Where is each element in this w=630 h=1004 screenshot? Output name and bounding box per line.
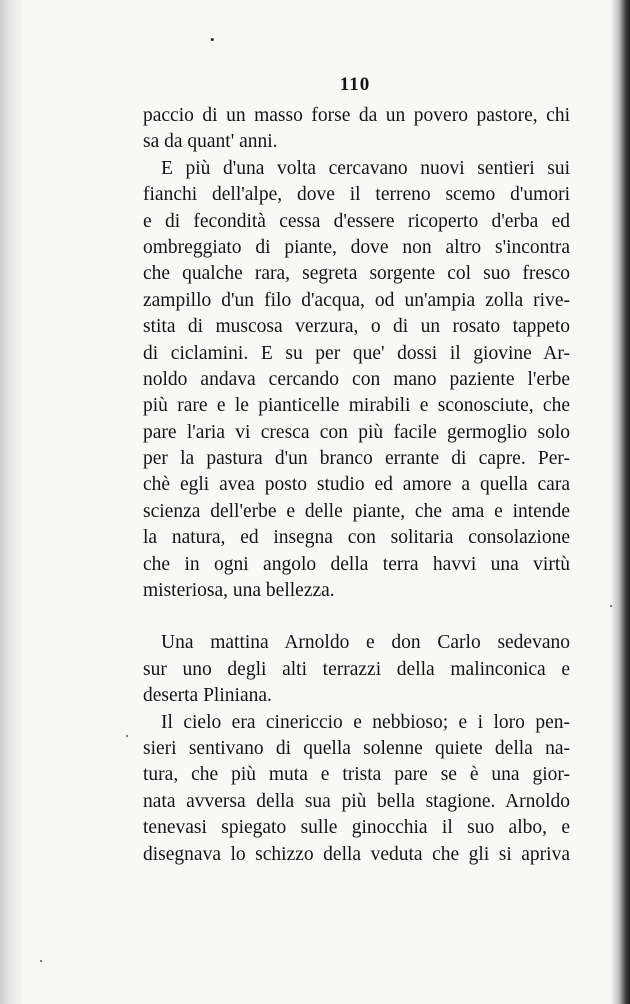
text-line: tura, che più muta e trista pare se è una gior-: [143, 764, 570, 786]
text-line: disegnava lo schizzo della veduta che gli si apriva: [143, 843, 570, 865]
text-line: per la pastura d'un branco errante di capre. Per-: [143, 448, 570, 470]
paper-speck: [126, 735, 128, 737]
text-line: sa da quant' anni.: [143, 131, 278, 153]
text-line: più rare e le pianticelle mirabili e sconosciute, che: [143, 395, 570, 417]
text-line: tenevasi spiegato sulle ginocchia il suo albo, e: [143, 817, 570, 839]
text-line: ombreggiato di piante, dove non altro s'incontra: [143, 236, 570, 258]
text-line: sieri sentivano di quella solenne quiete della na-: [143, 737, 570, 759]
text-line: sur uno degli alti terrazzi della malinconica e: [143, 658, 570, 680]
text-line: paccio di un masso forse da un povero pastore, chi: [143, 105, 570, 126]
paper-speck: [40, 960, 42, 962]
text-line: di ciclamini. E su per que' dossi il giovine Ar-: [143, 342, 570, 364]
text-line: che in ogni angolo della terra havvi una virtù: [143, 553, 570, 575]
text-line: E più d'una volta cercavano nuovi sentieri sui: [161, 157, 570, 179]
page-edge-right: [610, 0, 630, 1004]
paper-speck: [610, 605, 612, 607]
text-line: Una mattina Arnoldo e don Carlo sedevano: [161, 632, 570, 654]
text-line: scienza dell'erbe e delle piante, che ama e intende: [143, 500, 570, 522]
text-line: la natura, ed insegna con solitaria consolazione: [143, 527, 570, 549]
text-line: Il cielo era cinericcio e nebbioso; e i loro pen-: [161, 711, 570, 733]
text-line: fianchi dell'alpe, dove il terreno scemo d'umori: [143, 184, 570, 206]
page-gutter-left: [0, 0, 22, 1004]
printer-ornament: •: [210, 32, 215, 47]
text-line: stita di muscosa verzura, o di un rosato tappeto: [143, 316, 570, 338]
section-break: [143, 604, 570, 630]
text-line: chè egli avea posto studio ed amore a quella cara: [143, 474, 570, 496]
page-number: 110: [339, 74, 371, 95]
text-line: pare l'aria vi cresca con più facile germoglio solo: [143, 421, 570, 443]
text-line: misteriosa, una bellezza.: [143, 580, 335, 602]
text-line: zampillo d'un filo d'acqua, od un'ampia zolla rive-: [143, 289, 570, 311]
text-line: nata avversa della sua più bella stagione. Arnoldo: [143, 790, 570, 812]
text-line: deserta Pliniana.: [143, 685, 272, 707]
text-line: che qualche rara, segreta sorgente col suo fresco: [143, 263, 570, 285]
body-text: [143, 103, 570, 868]
text-line: e di fecondità cessa d'essere ricoperto d'erba ed: [143, 210, 570, 232]
text-line: noldo andava cercando con mano paziente l'erbe: [143, 368, 570, 390]
